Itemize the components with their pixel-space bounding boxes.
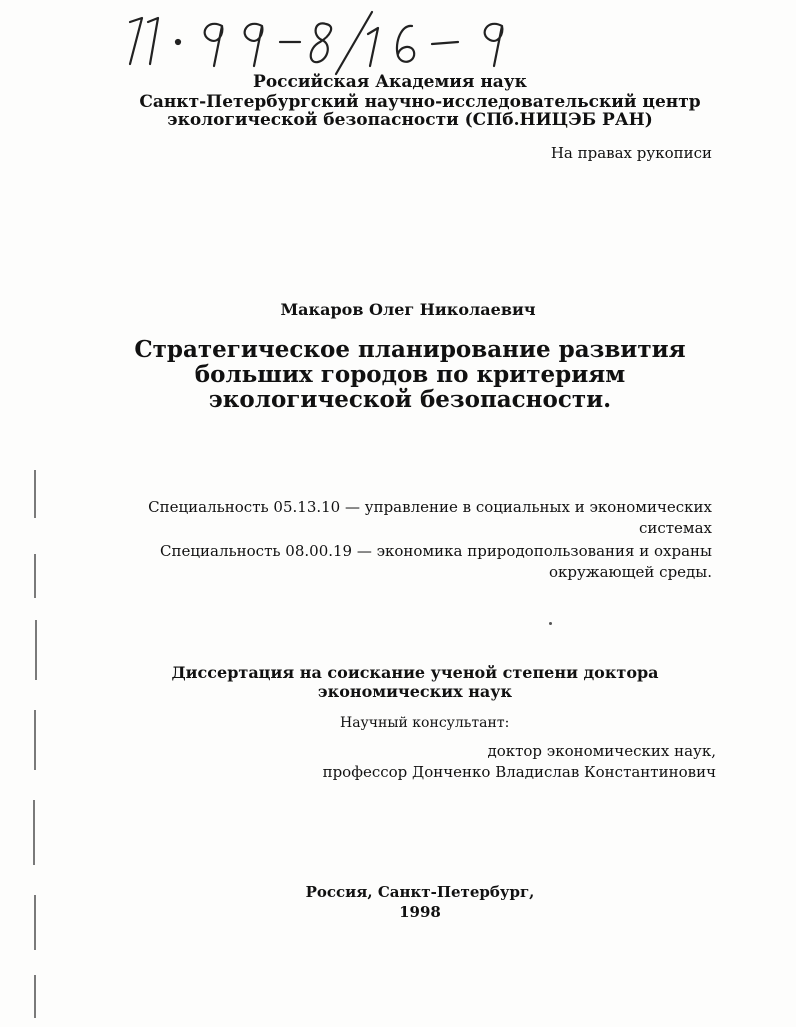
scan-binding-marks xyxy=(30,470,40,1020)
specialty-2-line-1: Специальность 08.00.19 — экономика природопользования и охраны xyxy=(160,542,712,560)
manuscript-rights-note: На правах рукописи xyxy=(550,144,712,162)
author-name: Макаров Олег Николаевич xyxy=(280,300,536,319)
publication-year: 1998 xyxy=(399,903,441,921)
institution-academy: Российская Академия наук xyxy=(253,72,527,92)
dissertation-title: Стратегическое планирование развития больших городов по критериям экологической безопасности. xyxy=(134,336,686,413)
consultant-label: Научный консультант: xyxy=(340,715,510,731)
place-text: Россия, Санкт-Петербург, xyxy=(305,883,535,901)
institution-ecology: экологической безопасности (СПб.НИЦЭБ РАН) xyxy=(167,110,653,130)
institution-center: Санкт-Петербургский научно-исследовательский центр xyxy=(139,92,701,112)
scan-speck xyxy=(549,622,552,625)
specialty-1-line-2: системах xyxy=(638,519,712,537)
specialty-1-line-1: Специальность 05.13.10 — управление в социальных и экономических xyxy=(148,498,712,516)
advisor-degree: доктор экономических наук, xyxy=(487,742,716,760)
publication-place xyxy=(270,882,570,922)
specialty-2-line-2: окружающей среды. xyxy=(548,563,712,581)
handwritten-catalog-number xyxy=(122,4,542,82)
dissertation-degree: Диссертация на соискание ученой степени доктора экономических наук xyxy=(171,663,659,701)
advisor-name: профессор Донченко Владислав Константинович xyxy=(322,763,716,781)
